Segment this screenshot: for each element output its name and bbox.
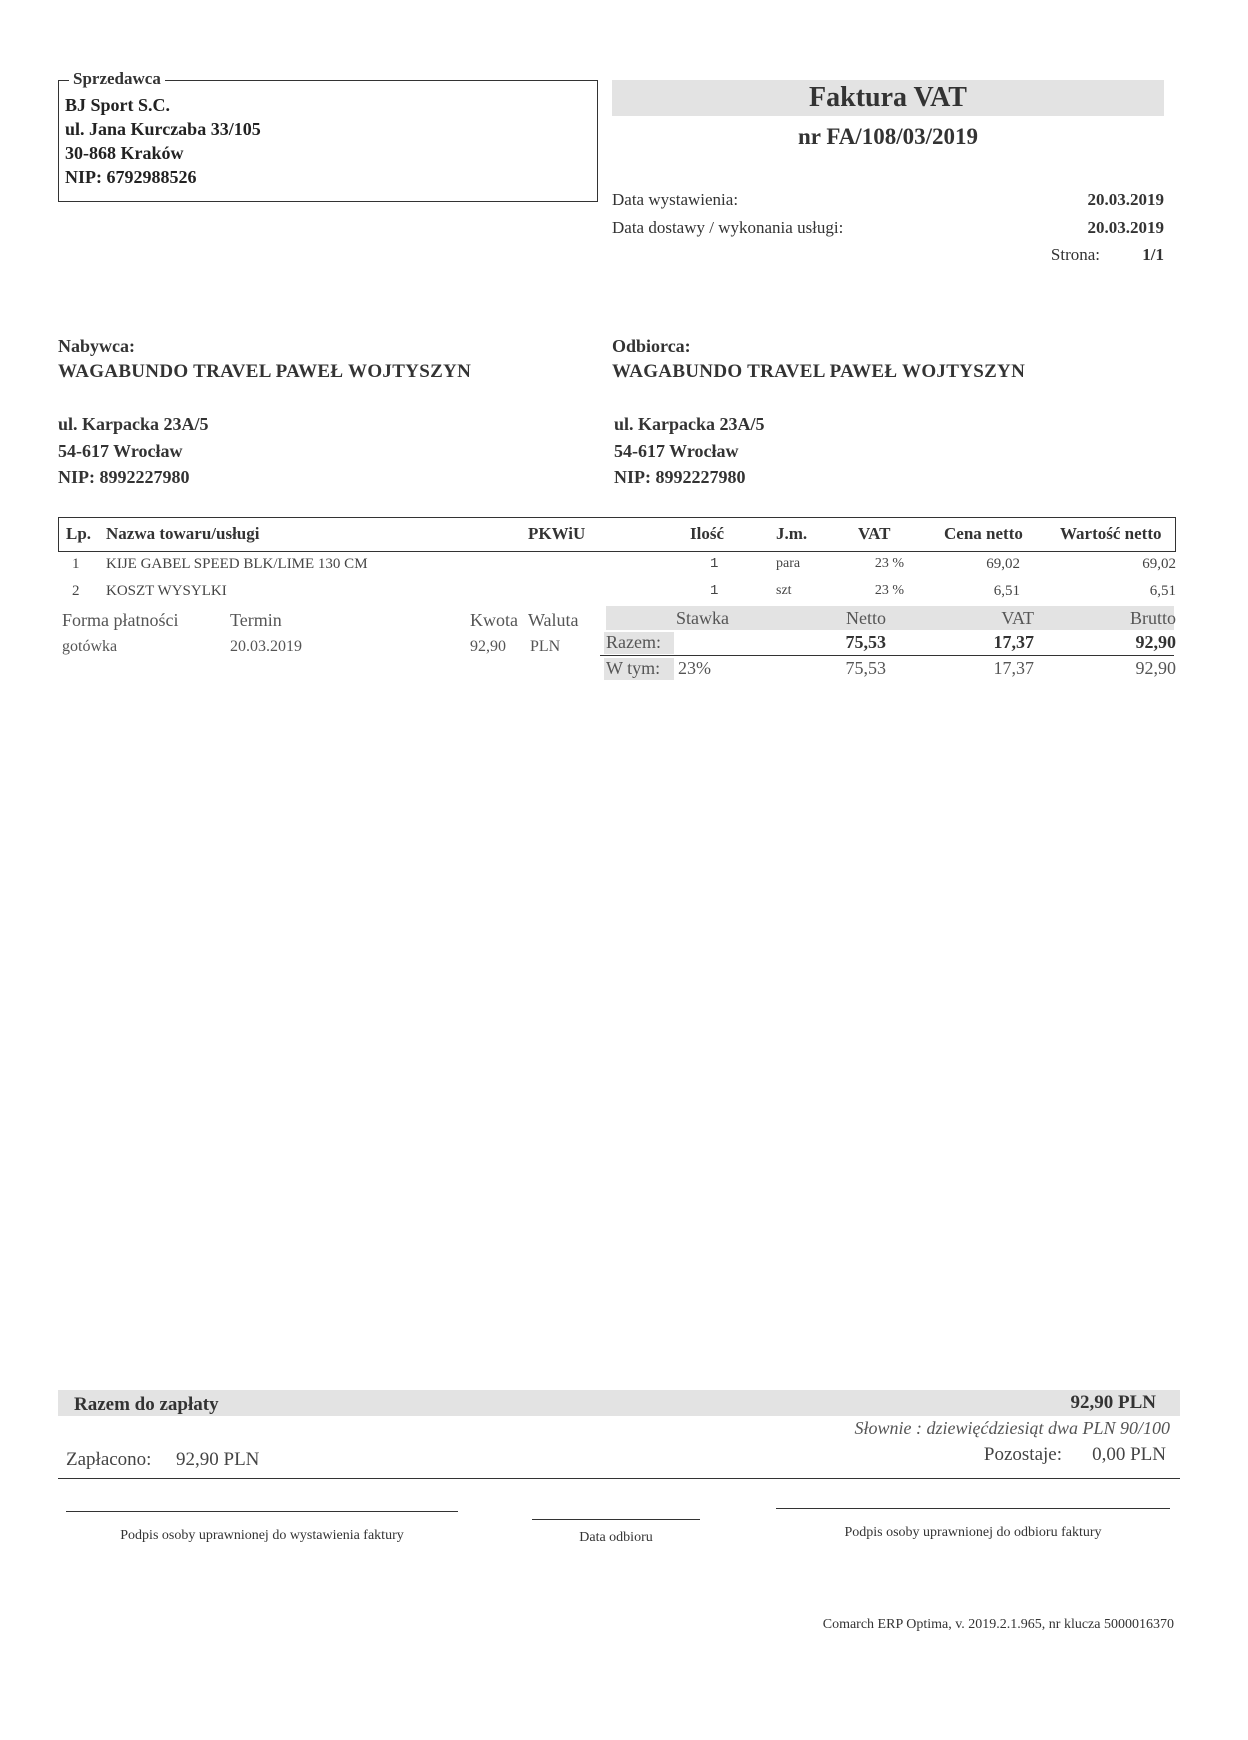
- summary-vat-label: VAT: [1001, 608, 1034, 628]
- recipient-street: ul. Karpacka 23A/5: [614, 414, 765, 434]
- recipient-city: 54-617 Wrocław: [614, 441, 739, 461]
- row-qty: 1: [710, 583, 719, 599]
- delivery-date-label: Data dostawy / wykonania usługi:: [612, 218, 844, 237]
- buyer-street: ul. Karpacka 23A/5: [58, 414, 209, 434]
- payment-amount-label: Kwota: [470, 610, 518, 630]
- delivery-date: 20.03.2019: [1087, 218, 1164, 237]
- payment-term-label: Termin: [230, 610, 282, 630]
- summary-incl-net: 75,53: [845, 658, 886, 678]
- receipt-date-line: [532, 1519, 700, 1520]
- row-unit: para: [776, 556, 801, 571]
- receipt-date-label: Data odbioru: [579, 1530, 653, 1545]
- bottom-divider: [58, 1478, 1180, 1479]
- payment-term: 20.03.2019: [230, 638, 302, 655]
- seller-city: 30-868 Kraków: [65, 143, 184, 163]
- col-unit: J.m.: [776, 524, 808, 543]
- invoice-title: Faktura VAT: [809, 82, 967, 113]
- row-name: KOSZT WYSYLKI: [106, 583, 227, 599]
- paid-amount: 92,90 PLN: [176, 1449, 260, 1470]
- row-net-price: 69,02: [986, 556, 1020, 572]
- summary-total-net: 75,53: [845, 632, 886, 652]
- summary-incl-label: W tym:: [606, 658, 661, 678]
- issuer-signature-label: Podpis osoby uprawnionej do wystawienia faktury: [120, 1528, 404, 1543]
- paid-label: Zapłacono:: [66, 1449, 152, 1470]
- row-net-value: 69,02: [1142, 556, 1176, 572]
- summary-total-label: Razem:: [606, 632, 661, 652]
- remaining-label: Pozostaje:: [983, 1444, 1062, 1465]
- seller-name: BJ Sport S.C.: [65, 95, 171, 115]
- software-footer: Comarch ERP Optima, v. 2019.2.1.965, nr klucza 5000016370: [822, 1617, 1174, 1632]
- receiver-signature-label: Podpis osoby uprawnionej do odbioru faktury: [844, 1525, 1102, 1540]
- col-lp: Lp.: [66, 524, 92, 543]
- payment-amount: 92,90: [470, 638, 506, 655]
- seller-legend: Sprzedawca: [69, 69, 165, 89]
- summary-gross-label: Brutto: [1129, 608, 1176, 628]
- col-net-price: Cena netto: [944, 524, 1023, 543]
- col-net-value: Wartość netto: [1060, 524, 1162, 543]
- row-unit: szt: [776, 583, 792, 598]
- buyer-heading: Nabywca:: [58, 336, 135, 356]
- seller-street: ul. Jana Kurczaba 33/105: [65, 119, 261, 139]
- summary-incl-gross: 92,90: [1135, 658, 1176, 678]
- to-pay-amount: 92,90 PLN: [1070, 1392, 1156, 1413]
- issue-date: 20.03.2019: [1087, 190, 1164, 209]
- col-vat: VAT: [858, 524, 891, 543]
- to-pay-label: Razem do zapłaty: [74, 1394, 219, 1415]
- row-net-value: 6,51: [1149, 583, 1176, 599]
- receiver-signature-line: [776, 1508, 1170, 1509]
- recipient-name: WAGABUNDO TRAVEL PAWEŁ WOJTYSZYN: [612, 361, 1026, 382]
- row-vat: 23 %: [874, 583, 904, 598]
- page-value: 1/1: [1142, 245, 1164, 264]
- payment-currency-label: Waluta: [528, 610, 579, 630]
- col-pkwiu: PKWiU: [528, 524, 586, 543]
- buyer-nip: NIP: 8992227980: [58, 467, 190, 487]
- seller-nip: NIP: 6792988526: [65, 167, 197, 187]
- issue-date-label: Data wystawienia:: [612, 190, 739, 209]
- summary-incl-rate: 23%: [678, 658, 711, 678]
- col-name: Nazwa towaru/usługi: [106, 524, 260, 543]
- remaining-amount: 0,00 PLN: [1092, 1444, 1166, 1465]
- col-qty: Ilość: [690, 524, 724, 543]
- row-lp: 1: [72, 556, 80, 572]
- row-vat: 23 %: [874, 556, 904, 571]
- row-name: KIJE GABEL SPEED BLK/LIME 130 CM: [106, 556, 368, 572]
- buyer-name: WAGABUNDO TRAVEL PAWEŁ WOJTYSZYN: [58, 361, 472, 382]
- row-lp: 2: [72, 583, 80, 599]
- payment-form: gotówka: [62, 638, 118, 655]
- recipient-nip: NIP: 8992227980: [614, 467, 746, 487]
- summary-total-vat: 17,37: [993, 632, 1034, 652]
- buyer-city: 54-617 Wrocław: [58, 441, 183, 461]
- issuer-signature-line: [66, 1511, 458, 1512]
- summary-incl-vat: 17,37: [993, 658, 1034, 678]
- payment-currency: PLN: [530, 638, 561, 655]
- summary-divider: [600, 655, 1174, 656]
- recipient-heading: Odbiorca:: [612, 336, 691, 356]
- summary-net-label: Netto: [846, 608, 886, 628]
- payment-form-label: Forma płatności: [62, 610, 179, 630]
- summary-rate-label: Stawka: [676, 608, 729, 628]
- summary-total-gross: 92,90: [1135, 632, 1176, 652]
- amount-in-words: Słownie : dziewięćdziesiąt dwa PLN 90/100: [854, 1418, 1170, 1438]
- row-qty: 1: [710, 556, 719, 572]
- invoice-number: nr FA/108/03/2019: [798, 124, 978, 149]
- row-net-price: 6,51: [993, 583, 1020, 599]
- seller-box: [58, 69, 598, 202]
- page-label: Strona:: [1050, 245, 1100, 264]
